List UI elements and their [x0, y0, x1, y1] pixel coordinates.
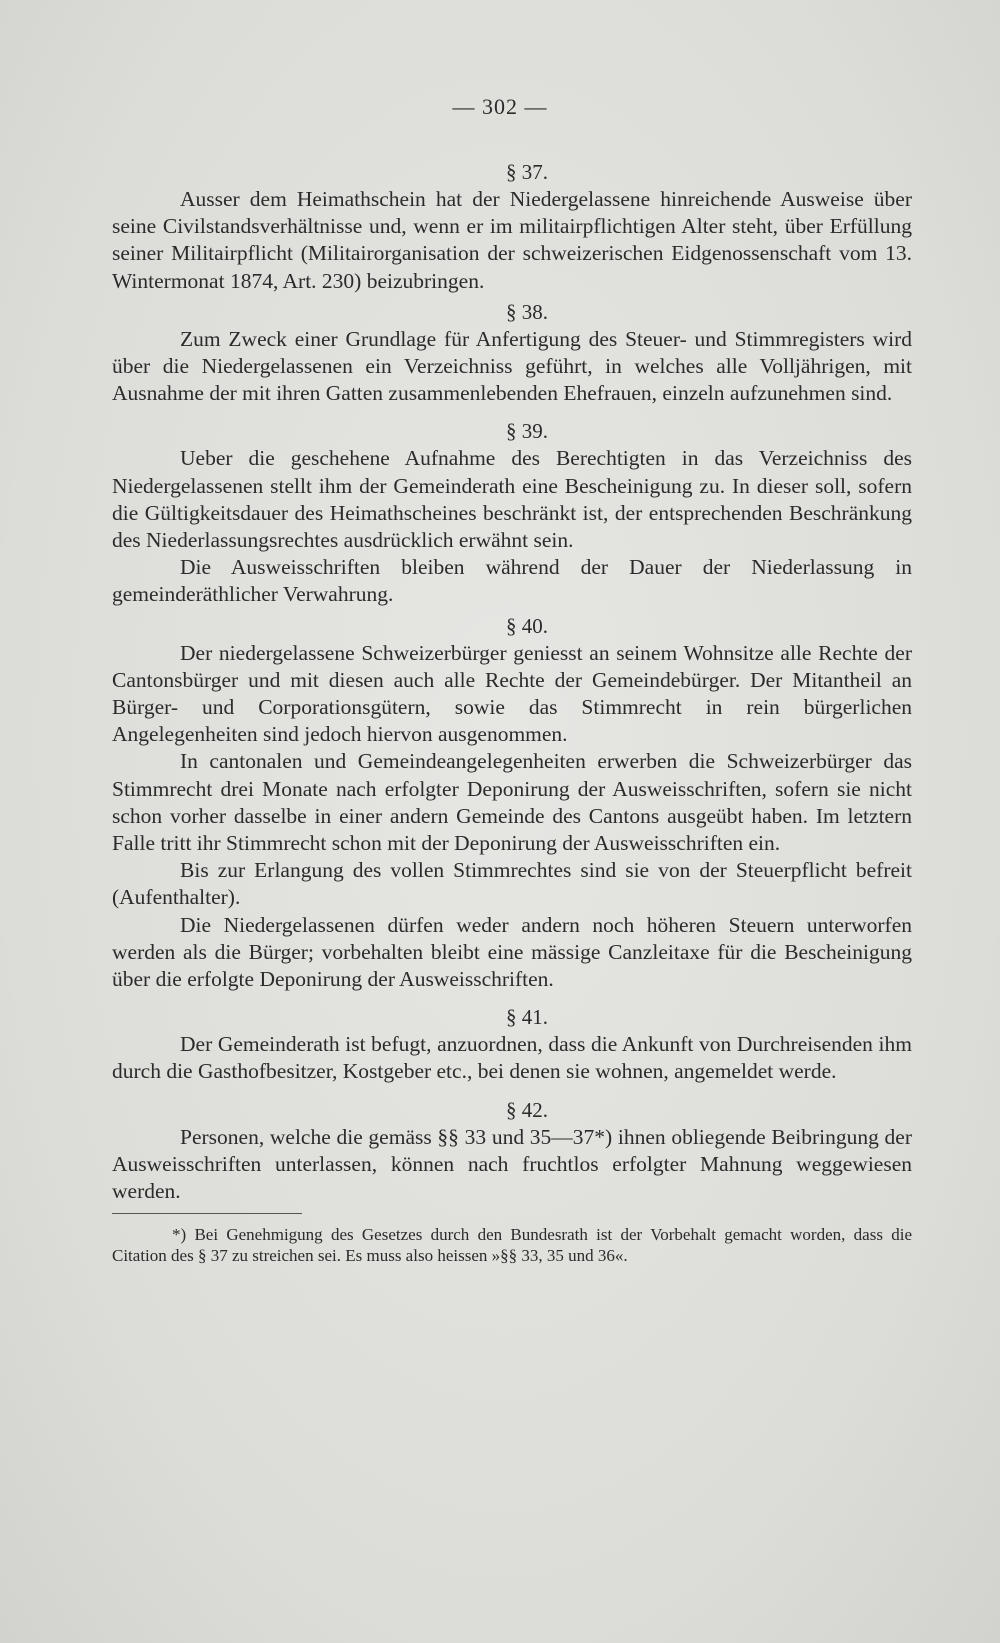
section-heading: § 38. [506, 299, 548, 324]
section-heading: § 37. [506, 160, 548, 184]
section-39 [112, 417, 912, 608]
section-paragraph: Der Gemeinderath ist befugt, anzuordnen, dass die Ankunft von Durchreisenden ihm durch die Gasthofbesitzer, Kostgeber etc., bei denen sie wohnen, angemeldet werde. [112, 1032, 912, 1084]
section-paragraph: Die Ausweisschriften bleiben während der Dauer der Niederlassung in gemeinderäthlicher Verwahrung. [112, 555, 912, 607]
section-heading: § 40. [506, 613, 548, 638]
page-body [112, 158, 912, 1266]
section-heading: § 42. [506, 1097, 548, 1122]
section-paragraph: Ausser dem Heimathschein hat der Niedergelassene hinreichende Ausweise über seine Civilstandsverhältnisse und, wenn er im militairpflichtigen Alter steht, über Erfüllung seiner Militairpflicht (Militairorganisation der schweizerischen Eidgenossenschaft vom 13. Wintermonat 1874, Art. 230) beizubringen. [112, 187, 912, 293]
section-paragraph: Der niedergelassene Schweizerbürger geniesst an seinem Wohnsitze alle Rechte der Cantonsbürger und mit diesen auch alle Rechte der Gemeindebürger. Der Mitantheil an Bürger- und Corporationsgütern, sowie das Stimmrecht in rein bürgerlichen Angelegenheiten sind jedoch hiervon ausgenommen. [112, 640, 912, 747]
section-42 [112, 1096, 912, 1206]
section-40 [112, 612, 912, 994]
footnote-divider [112, 1213, 302, 1214]
footnote: *) Bei Genehmigung des Gesetzes durch den Bundesrath ist der Vorbehalt gemacht worden, dass die Citation des § 37 zu streichen sei. Es muss also heissen »§§ 33, 35 und 36«. [112, 1225, 912, 1266]
section-paragraph: Ueber die geschehene Aufnahme des Berechtigten in das Verzeichniss des Niedergelassenen stellt ihm der Gemeinderath eine Bescheinigung zu. In dieser soll, sofern die Gültigkeitsdauer des Heimathscheines beschränkt ist, der entsprechenden Beschränkung des Niederlassungsrechtes ausdrücklich erwähnt sein. [112, 446, 912, 553]
section-paragraph: Die Niedergelassenen dürfen weder andern noch höheren Steuern unterworfen werden als die Bürger; vorbehalten bleibt eine mässige Canzleitaxe für die Bescheinigung über die erfolgte Deponirung der Ausweisschriften. [112, 912, 912, 992]
page-number: — 302 — [452, 94, 548, 119]
section-paragraph: Zum Zweck einer Grundlage für Anfertigung des Steuer- und Stimmregisters wird über die Niedergelassenen ein Verzeichniss geführt, in welches alle Volljährigen, mit Ausnahme der mit ihren Gatten zusammenlebenden Ehefrauen, einzeln aufzunehmen sind. [112, 326, 912, 406]
section-heading: § 41. [506, 1005, 548, 1030]
section-37 [112, 158, 912, 295]
section-paragraph: Bis zur Erlangung des vollen Stimmrechtes sind sie von der Steuerpflicht befreit (Aufenthalter). [112, 858, 912, 910]
section-38 [112, 298, 912, 408]
section-paragraph: Personen, welche die gemäss §§ 33 und 35—37*) ihnen obliegende Beibringung der Ausweisschriften unterlassen, können nach fruchtlos erfolgter Mahnung weggewiesen werden. [112, 1124, 912, 1204]
section-heading: § 39. [506, 419, 548, 444]
section-paragraph: In cantonalen und Gemeindeangelegenheiten erwerben die Schweizerbürger das Stimmrecht drei Monate nach erfolgter Deponirung der Ausweisschriften, sofern sie nicht schon vorher dasselbe in einer andern Gemeinde des Cantons ausgeübt haben. Im letztern Falle tritt ihr Stimmrecht schon mit der Deponirung der Ausweisschriften ein. [112, 749, 912, 856]
section-41 [112, 1003, 912, 1085]
